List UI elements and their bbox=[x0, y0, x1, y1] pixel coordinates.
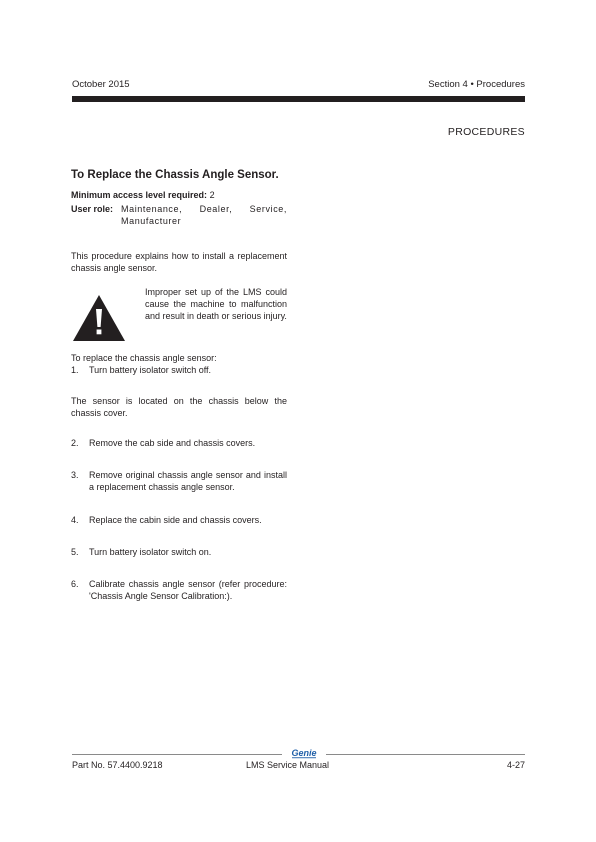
step-text: Remove the cab side and chassis covers. bbox=[89, 438, 256, 448]
step-text: Calibrate chassis angle sensor (refer procedure: 'Chassis Angle Sensor Calibration:). bbox=[89, 579, 287, 601]
steps-block bbox=[71, 352, 287, 376]
step-number: 1. bbox=[71, 365, 79, 375]
header-date: October 2015 bbox=[72, 79, 130, 90]
user-role-value: Maintenance, Dealer, Service, Manufacturer bbox=[121, 204, 287, 226]
step-4 bbox=[71, 514, 287, 526]
step-6 bbox=[71, 578, 287, 602]
step-1 bbox=[71, 364, 287, 376]
step-3 bbox=[71, 469, 287, 493]
access-level-row bbox=[71, 189, 287, 201]
access-level-label: Minimum access level required: bbox=[71, 190, 208, 200]
user-role-label: User role: bbox=[71, 204, 114, 214]
step-text: Replace the cabin side and chassis covers. bbox=[89, 515, 262, 525]
footer-page-number: 4-27 bbox=[506, 760, 525, 770]
procedure-title: To Replace the Chassis Angle Sensor. bbox=[71, 169, 279, 181]
sensor-location-note: The sensor is located on the chassis below the chassis cover. bbox=[71, 396, 287, 418]
step-number: 4. bbox=[71, 515, 79, 525]
footer-rule-right bbox=[326, 754, 525, 755]
header-section: Section 4 • Procedures bbox=[428, 79, 525, 90]
section-title: PROCEDURES bbox=[447, 126, 525, 138]
warning-text: Improper set up of the LMS could cause the machine to malfunction and result in death or serious injury. bbox=[145, 287, 287, 321]
footer-part-number: Part No. 57.4400.9218 bbox=[72, 760, 163, 770]
step-2 bbox=[71, 437, 287, 449]
step-text: Remove original chassis angle sensor and install a replacement chassis angle sensor. bbox=[89, 470, 287, 492]
procedure-meta bbox=[71, 189, 287, 227]
genie-logo bbox=[288, 746, 320, 758]
header-rule bbox=[72, 96, 525, 102]
warning-triangle-icon bbox=[71, 293, 127, 343]
footer-manual-title: LMS Service Manual bbox=[246, 760, 330, 770]
step-number: 6. bbox=[71, 579, 79, 589]
step-text: Turn battery isolator switch off. bbox=[89, 365, 212, 375]
step-number: 2. bbox=[71, 438, 79, 448]
svg-text:Genie: Genie bbox=[291, 748, 317, 758]
steps-intro: To replace the chassis angle sensor: bbox=[71, 353, 217, 363]
step-text: Turn battery isolator switch on. bbox=[89, 547, 212, 557]
user-role-row bbox=[71, 203, 287, 227]
step-number: 5. bbox=[71, 547, 79, 557]
intro-paragraph: This procedure explains how to install a replacement chassis angle sensor. bbox=[71, 251, 287, 273]
access-level-value: 2 bbox=[209, 190, 215, 200]
footer-rule-left bbox=[72, 754, 282, 755]
step-number: 3. bbox=[71, 470, 79, 480]
step-5 bbox=[71, 546, 287, 558]
